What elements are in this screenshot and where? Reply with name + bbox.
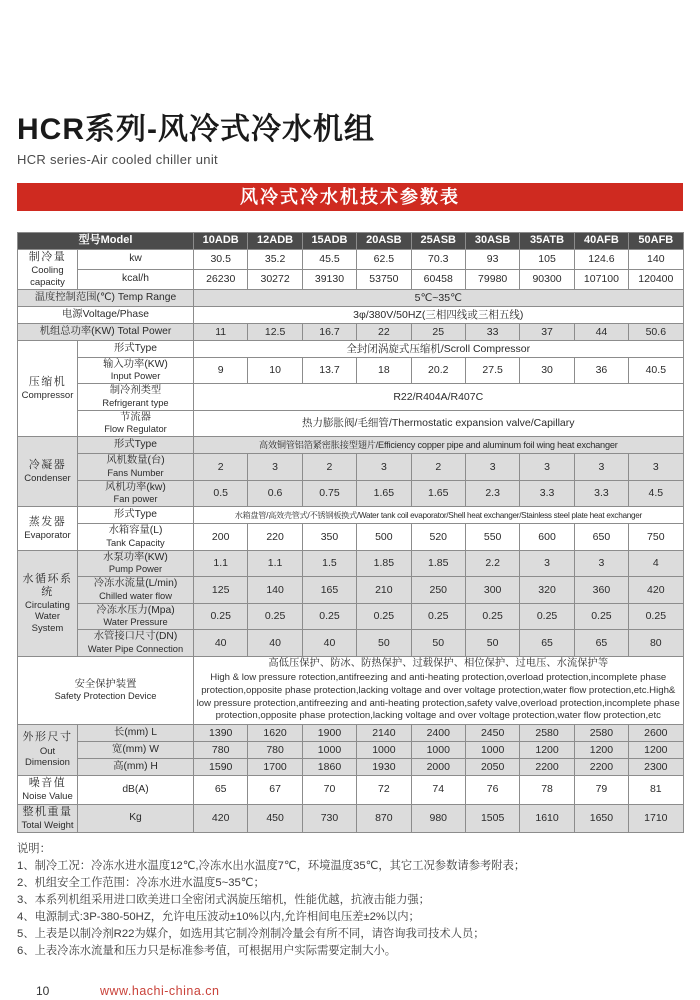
value-cell: 2.3 [465, 480, 519, 507]
value-cell: 1000 [465, 741, 519, 758]
value-cell: 1650 [574, 804, 628, 833]
value-cell: 40 [248, 630, 302, 657]
row-label-cell: 输入功率(KW) Input Power [78, 357, 194, 384]
value-cell: 74 [411, 775, 465, 804]
value-cell: 40 [302, 630, 356, 657]
value-cell: 2400 [411, 724, 465, 741]
value-cell: 2000 [411, 758, 465, 775]
merged-value-cell: 水箱盘管/高效壳管式/不锈钢板换式/Water tank coil evaporator/Shell heat exchanger/Stainless steel plate heat exchanger [194, 507, 684, 524]
value-cell: 13.7 [302, 357, 356, 384]
notes-title: 说明： [17, 843, 51, 856]
value-cell: 780 [248, 741, 302, 758]
section-label-cell: 外形尺寸 Out Dimension [18, 724, 78, 775]
value-cell: 3 [574, 550, 628, 577]
value-cell: 1200 [629, 741, 683, 758]
value-cell: 53750 [357, 269, 411, 289]
value-cell: 0.25 [248, 603, 302, 630]
value-cell: 33 [465, 323, 519, 340]
value-cell: 65 [520, 630, 574, 657]
section-label-cell: 噪音值 Noise Value [18, 775, 78, 804]
value-cell: 18 [357, 357, 411, 384]
value-cell: 3.3 [574, 480, 628, 507]
section-label-cell: 冷凝器 Condenser [18, 437, 78, 507]
notes [17, 841, 683, 960]
value-cell: 350 [302, 524, 356, 551]
value-cell: 2600 [629, 724, 683, 741]
section-label-cell: 蒸发器 Evaporator [18, 507, 78, 551]
value-cell: 120400 [629, 269, 683, 289]
value-cell: 1390 [194, 724, 248, 741]
value-cell: 1.65 [411, 480, 465, 507]
value-cell: 2580 [574, 724, 628, 741]
value-cell: 3 [574, 454, 628, 481]
value-cell: 0.25 [357, 603, 411, 630]
value-cell: 36 [574, 357, 628, 384]
safety-description-cell: 高低压保护、防冰、防热保护、过载保护、相位保护、过电压、水流保护等 High & low pressure rotection,antifreezing and anti-heating protection,overload protection,incomplete phase protection,opposite phase protection,lacking voltage and over voltage protection,water flow protection,etc.High& low pressure protection,antifreezing and anti-heating protection,safety valve,overload protection,incomplete phase protection,opposite phase protection,lacking voltage and over voltage protection,water flow protection,etc [194, 656, 684, 724]
section-label-cell: 压缩机 Compressor [18, 340, 78, 437]
value-cell: 500 [357, 524, 411, 551]
value-cell: 300 [465, 577, 519, 604]
value-cell: 1505 [465, 804, 519, 833]
value-cell: 1930 [357, 758, 411, 775]
model-name-cell: 35ATB [520, 233, 574, 250]
value-cell: 30.5 [194, 250, 248, 270]
value-cell: 70.3 [411, 250, 465, 270]
value-cell: 50.6 [629, 323, 683, 340]
row-label-cell: 节流器 Flow Regulator [78, 410, 194, 437]
value-cell: 2 [194, 454, 248, 481]
value-cell: 80 [629, 630, 683, 657]
value-cell: 2.2 [465, 550, 519, 577]
value-cell: 67 [248, 775, 302, 804]
page-title: HCR系列-风冷式冷水机组 [17, 113, 375, 146]
value-cell: 27.5 [465, 357, 519, 384]
value-cell: 11 [194, 323, 248, 340]
value-cell: 360 [574, 577, 628, 604]
value-cell: 37 [520, 323, 574, 340]
note-item: 1、制冷工况：冷冻水进水温度12℃,冷冻水出水温度7℃，环境温度35℃，其它工况参数请参考附表； [17, 860, 526, 873]
value-cell: 0.6 [248, 480, 302, 507]
value-cell: 870 [357, 804, 411, 833]
value-cell: 780 [194, 741, 248, 758]
row-label-cell: dB(A) [78, 775, 194, 804]
model-name-cell: 50AFB [629, 233, 683, 250]
value-cell: 1710 [629, 804, 683, 833]
value-cell: 0.25 [411, 603, 465, 630]
value-cell: 30272 [248, 269, 302, 289]
value-cell: 81 [629, 775, 683, 804]
value-cell: 72 [357, 775, 411, 804]
value-cell: 420 [194, 804, 248, 833]
row-label-cell: 形式Type [78, 340, 194, 357]
value-cell: 10 [248, 357, 302, 384]
model-name-cell: 12ADB [248, 233, 302, 250]
value-cell: 750 [629, 524, 683, 551]
value-cell: 1.1 [194, 550, 248, 577]
model-name-cell: 10ADB [194, 233, 248, 250]
page-header [17, 0, 683, 167]
value-cell: 3 [357, 454, 411, 481]
value-cell: 1900 [302, 724, 356, 741]
value-cell: 520 [411, 524, 465, 551]
row-label-cell: 水箱容量(L) Tank Capacity [78, 524, 194, 551]
value-cell: 250 [411, 577, 465, 604]
row-label-cell: 温度控制范围(℃) Temp Range [18, 289, 194, 306]
row-label-cell: 形式Type [78, 507, 194, 524]
note-item: 6、上表冷冻水流量和压力只是标准参考值，可根据用户实际需要定制大小。 [17, 944, 397, 957]
value-cell: 3 [520, 550, 574, 577]
value-cell: 3 [248, 454, 302, 481]
value-cell: 1700 [248, 758, 302, 775]
value-cell: 1610 [520, 804, 574, 833]
value-cell: 40 [194, 630, 248, 657]
value-cell: 730 [302, 804, 356, 833]
value-cell: 78 [520, 775, 574, 804]
row-label-cell: 安全保护装置 Safety Protection Device [18, 656, 194, 724]
value-cell: 3 [629, 454, 683, 481]
value-cell: 90300 [520, 269, 574, 289]
value-cell: 210 [357, 577, 411, 604]
value-cell: 165 [302, 577, 356, 604]
row-label-cell: 机组总功率(KW) Total Power [18, 323, 194, 340]
value-cell: 3 [520, 454, 574, 481]
merged-value-cell: 5℃~35℃ [194, 289, 684, 306]
value-cell: 26230 [194, 269, 248, 289]
value-cell: 2050 [465, 758, 519, 775]
value-cell: 2 [411, 454, 465, 481]
value-cell: 16.7 [302, 323, 356, 340]
row-label-cell: 宽(mm) W [78, 741, 194, 758]
value-cell: 2140 [357, 724, 411, 741]
value-cell: 1.85 [357, 550, 411, 577]
value-cell: 200 [194, 524, 248, 551]
row-label-cell: 水管接口尺寸(DN) Water Pipe Connection [78, 630, 194, 657]
value-cell: 25 [411, 323, 465, 340]
value-cell: 93 [465, 250, 519, 270]
value-cell: 1000 [302, 741, 356, 758]
value-cell: 0.25 [520, 603, 574, 630]
row-label-cell: 冷冻水流量(L/min) Chilled water flow [78, 577, 194, 604]
model-header-cell: 型号Model [18, 233, 194, 250]
value-cell: 3.3 [520, 480, 574, 507]
value-cell: 12.5 [248, 323, 302, 340]
value-cell: 65 [574, 630, 628, 657]
value-cell: 450 [248, 804, 302, 833]
value-cell: 79 [574, 775, 628, 804]
value-cell: 2200 [520, 758, 574, 775]
value-cell: 2200 [574, 758, 628, 775]
value-cell: 45.5 [302, 250, 356, 270]
value-cell: 550 [465, 524, 519, 551]
row-label-cell: 冷冻水压力(Mpa) Water Pressure [78, 603, 194, 630]
value-cell: 320 [520, 577, 574, 604]
value-cell: 0.25 [574, 603, 628, 630]
value-cell: 50 [465, 630, 519, 657]
value-cell: 1.85 [411, 550, 465, 577]
value-cell: 1620 [248, 724, 302, 741]
value-cell: 600 [520, 524, 574, 551]
model-name-cell: 25ASB [411, 233, 465, 250]
value-cell: 22 [357, 323, 411, 340]
row-label-cell: Kg [78, 804, 194, 833]
value-cell: 50 [357, 630, 411, 657]
value-cell: 2300 [629, 758, 683, 775]
value-cell: 0.25 [629, 603, 683, 630]
value-cell: 1.5 [302, 550, 356, 577]
value-cell: 125 [194, 577, 248, 604]
spec-table [17, 232, 684, 833]
model-name-cell: 30ASB [465, 233, 519, 250]
note-item: 3、本系列机组采用进口欧美进口全密闭式涡旋压缩机，性能优越，抗液击能力强； [17, 893, 430, 906]
value-cell: 76 [465, 775, 519, 804]
value-cell: 0.25 [465, 603, 519, 630]
merged-value-cell: 全封闭涡旋式压缩机/Scroll Compressor [194, 340, 684, 357]
value-cell: 1000 [411, 741, 465, 758]
page-number: 10 [36, 984, 50, 998]
value-cell: 30 [520, 357, 574, 384]
merged-value-cell: 高效铜管铝箔紧密胀接型翅片/Efficiency copper pipe and aluminum foil wing heat exchanger [194, 437, 684, 454]
value-cell: 44 [574, 323, 628, 340]
merged-value-cell: R22/R404A/R407C [194, 384, 684, 411]
value-cell: 40.5 [629, 357, 683, 384]
value-cell: 140 [248, 577, 302, 604]
value-cell: 1.1 [248, 550, 302, 577]
value-cell: 0.5 [194, 480, 248, 507]
row-label-cell: 形式Type [78, 437, 194, 454]
row-label-cell: kw [78, 250, 194, 270]
value-cell: 2450 [465, 724, 519, 741]
page-subtitle: HCR series-Air cooled chiller unit [17, 152, 218, 167]
value-cell: 1200 [574, 741, 628, 758]
value-cell: 0.25 [302, 603, 356, 630]
row-label-cell: 风机数量(台) Fans Number [78, 454, 194, 481]
model-name-cell: 15ADB [302, 233, 356, 250]
value-cell: 79980 [465, 269, 519, 289]
value-cell: 105 [520, 250, 574, 270]
merged-value-cell: 热力膨胀阀/毛细管/Thermostatic expansion valve/Capillary [194, 410, 684, 437]
value-cell: 140 [629, 250, 683, 270]
value-cell: 1.65 [357, 480, 411, 507]
section-label-cell: 水循环系统 Circulating Water System [18, 550, 78, 656]
section-label-cell: 整机重量 Total Weight [18, 804, 78, 833]
value-cell: 124.6 [574, 250, 628, 270]
value-cell: 20.2 [411, 357, 465, 384]
value-cell: 107100 [574, 269, 628, 289]
value-cell: 35.2 [248, 250, 302, 270]
value-cell: 50 [411, 630, 465, 657]
note-item: 5、上表是以制冷剂R22为媒介，如选用其它制冷剂制冷量会有所不同，请咨询我司技术人员； [17, 927, 485, 940]
value-cell: 650 [574, 524, 628, 551]
model-name-cell: 40AFB [574, 233, 628, 250]
row-label-cell: kcal/h [78, 269, 194, 289]
value-cell: 1860 [302, 758, 356, 775]
value-cell: 60458 [411, 269, 465, 289]
row-label-cell: 风机功率(kw) Fan power [78, 480, 194, 507]
row-label-cell: 水泵功率(KW) Pump Power [78, 550, 194, 577]
value-cell: 1000 [357, 741, 411, 758]
value-cell: 0.75 [302, 480, 356, 507]
row-label-cell: 长(mm) L [78, 724, 194, 741]
value-cell: 70 [302, 775, 356, 804]
model-name-cell: 20ASB [357, 233, 411, 250]
value-cell: 1590 [194, 758, 248, 775]
value-cell: 2580 [520, 724, 574, 741]
value-cell: 4 [629, 550, 683, 577]
row-label-cell: 高(mm) H [78, 758, 194, 775]
section-label-cell: 制冷量 Cooling capacity [18, 250, 78, 290]
value-cell: 0.25 [194, 603, 248, 630]
note-item: 2、机组安全工作范围：冷冻水进水温度5~35℃； [17, 876, 265, 889]
value-cell: 65 [194, 775, 248, 804]
value-cell: 2 [302, 454, 356, 481]
value-cell: 980 [411, 804, 465, 833]
merged-value-cell: 3φ/380V/50HZ(三相四线或三相五线) [194, 306, 684, 323]
value-cell: 9 [194, 357, 248, 384]
value-cell: 420 [629, 577, 683, 604]
row-label-cell: 制冷剂类型 Refrigerant type [78, 384, 194, 411]
note-item: 4、电源制式:3P-380-50HZ，允许电压波动±10%以内,允许相间电压差±2%以内； [17, 910, 420, 923]
section-banner: 风冷式冷水机技术参数表 [17, 183, 683, 211]
value-cell: 220 [248, 524, 302, 551]
value-cell: 3 [465, 454, 519, 481]
value-cell: 62.5 [357, 250, 411, 270]
value-cell: 39130 [302, 269, 356, 289]
value-cell: 1200 [520, 741, 574, 758]
row-label-cell: 电源Voltage/Phase [18, 306, 194, 323]
website-link[interactable]: www.hachi-china.cn [100, 984, 220, 998]
value-cell: 4.5 [629, 480, 683, 507]
